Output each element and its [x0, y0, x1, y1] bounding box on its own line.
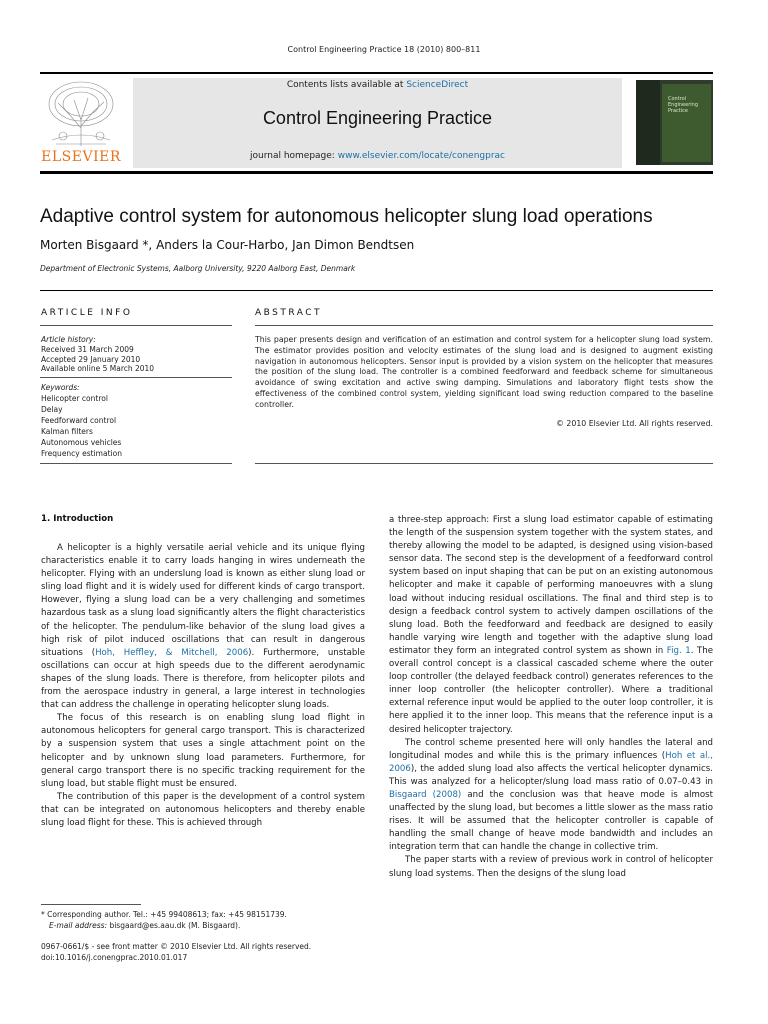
- author-affiliation: Department of Electronic Systems, Aalborg University, 9220 Aalborg East, Denmark: [40, 264, 356, 273]
- accepted-date: Accepted 29 January 2010: [41, 354, 141, 364]
- paragraph: [389, 737, 713, 855]
- paragraph: The contribution of this paper is the development of a control system that can be integrated on autonomous helicopters and thereby enable slung load flight for these. This is achieved through: [41, 791, 365, 828]
- keywords-list: [41, 382, 231, 459]
- front-matter: [41, 941, 441, 963]
- history-label: Article history:: [41, 335, 96, 344]
- email-value: bisgaard@es.aau.dk (M. Bisgaard).: [107, 921, 241, 930]
- issn-line: 0967-0661/$ - see front matter © 2010 Elsevier Ltd. All rights reserved.: [41, 942, 312, 951]
- history-divider: [40, 377, 232, 378]
- footnote-rule: [41, 904, 141, 905]
- abstract-heading: ABSTRACT: [255, 308, 323, 318]
- received-date: Received 31 March 2009: [41, 344, 134, 354]
- figure-link[interactable]: Fig. 1: [666, 645, 691, 656]
- abstract-bottom-rule: [255, 463, 713, 464]
- online-date: Available online 5 March 2010: [41, 364, 155, 374]
- cover-text: Control Engineering Practice: [668, 96, 698, 114]
- section-heading-introduction: 1. Introduction: [41, 514, 114, 524]
- publisher-name: ELSEVIER: [41, 149, 121, 165]
- keyword-item: Autonomous vehicles: [41, 438, 122, 447]
- journal-cover-thumbnail: [636, 80, 713, 165]
- journal-reference: Control Engineering Practice 18 (2010) 800–811: [287, 45, 481, 54]
- keyword-item: Frequency estimation: [41, 449, 122, 458]
- keyword-item: Delay: [41, 405, 63, 414]
- footnote: [41, 909, 365, 931]
- abstract-copyright: © 2010 Elsevier Ltd. All rights reserved.: [556, 419, 713, 428]
- keyword-item: Helicopter control: [41, 394, 108, 403]
- cover-stripe: [636, 80, 660, 165]
- paragraph: The paper starts with a review of previous work in control of helicopter slung load systems. Then the designs of the slung load: [389, 855, 713, 879]
- abstract-rule: [255, 325, 713, 326]
- email-label: E-mail address:: [49, 921, 108, 930]
- text-run: A helicopter is a highly versatile aerial vehicle and its unique flying characteristics enable it to carry loads hanging in wires underneath the helicopter. Flying with an underslung load is known as either slung load or sling load flight and it is widely used for different kinds of cargo transport. However, flying a slung load can be a very challenging and sometimes hazardous task as a slung load significantly alters the flight characteristics of the helicopter. The pendulum-like behavior of the slung load gives a high risk of pilot induced oscillations that can result in dangerous situations (: [41, 543, 365, 658]
- journal-title: Control Engineering Practice: [262, 108, 493, 128]
- title-divider: [40, 290, 713, 291]
- article-history: [41, 335, 231, 374]
- article-title: Adaptive control system for autonomous helicopter slung load operations: [40, 206, 653, 227]
- article-info-bottom-rule: [40, 463, 232, 464]
- citation-link[interactable]: Bisgaard (2008): [389, 789, 462, 800]
- corresponding-author: * Corresponding author. Tel.: +45 99408613; fax: +45 98151739.: [41, 910, 287, 919]
- text-run: . The overall control concept is a classical cascaded scheme where the outer loop controller (the delayed feedback control) generates references to the inner loop controller (the helicopter controller). Where a traditional external reference input would be applied to the outer loop controller, it is here applied it to the inner loop. This means that the reference input is a desired helicopter trajectory.: [389, 645, 713, 735]
- keyword-item: Kalman filters: [41, 427, 93, 436]
- homepage-prefix: journal homepage:: [249, 151, 338, 161]
- doi-line: doi:10.1016/j.conengprac.2010.01.017: [41, 953, 188, 962]
- masthead-bottom-rule: [40, 171, 713, 174]
- homepage-link[interactable]: www.elsevier.com/locate/conengprac: [337, 151, 506, 161]
- paragraph: [41, 542, 365, 712]
- masthead-top-rule: [40, 72, 713, 74]
- text-run: and the conclusion was that heave mode is almost unaffected by the slung load, but becomes a little slower as the mass ratio rises. It will be assumed that the helicopter controller is capable of handling the small change of heave mode bandwidth and includes an integration term that can handle the change in collective trim.: [389, 789, 713, 853]
- journal-homepage: [133, 151, 622, 161]
- citation-link[interactable]: Hoh, Heffley, & Mitchell, 2006: [95, 647, 249, 658]
- text-run: The control scheme presented here will only handles the lateral and longitudinal modes and while this is the primary influences (: [389, 737, 713, 761]
- article-info-rule: [40, 325, 232, 326]
- text-run: a three-step approach: First a slung load estimator capable of estimating the length of the suspension system together with the system states, and thereby allowing the model to be adapted, is designed using vision-based sensor data. The second step is the development of a feedforward control system based on input shaping that can be put on an existing autonomous helicopter and make it capable of performing manoeuvres with a slung load without inducing residual oscillations. The final and third step is to design a feedback control system to actively dampen oscillations of the slung load. Both the feedforward and feedback are designed to easily handle varying wire length and together with the adaptive slung load estimator they form an integrated control system as shown in: [389, 515, 713, 656]
- paragraph: The focus of this research is on enabling slung load flight in autonomous helicopters for general cargo transport. This is characterized by a suspension system that uses a single attachment point on the helicopter and by unknown slung load parameters. Furthermore, for general cargo transport there is no specific tracking requirement for the slung load, but stable flight must be ensured.: [41, 713, 365, 789]
- text-run: ), the added slung load also affects the vertical helicopter dynamics. This was analyzed for a helicopter/slung load mass ratio of 0.07–0.43 in: [389, 763, 713, 787]
- article-authors: Morten Bisgaard *, Anders la Cour-Harbo, Jan Dimon Bendtsen: [40, 238, 415, 252]
- contents-prefix: Contents lists available at: [286, 80, 407, 90]
- citation-link[interactable]: Hoh et al., 2006: [389, 750, 714, 774]
- keyword-item: Feedforward control: [41, 416, 117, 425]
- contents-line: [133, 80, 622, 90]
- keywords-label: Keywords:: [41, 383, 80, 392]
- right-column: [389, 514, 713, 881]
- abstract-text: This paper presents design and verification of an estimation and control system for a helicopter slung load system. The estimator provides position and velocity estimates of the slung load and is designed to augment existing navigation in autonomous helicopters. Sensor input is provided by a vision system on the helicopter that measures the position of the slung load. The controller is a combined feedforward and feedback scheme for simultaneous avoidance of swing excitation and active swing damping. Simulations and laboratory flight tests show the effectiveness of the combined control system, yielding significant load swing reduction compared to the baseline controller.: [255, 335, 713, 409]
- left-column: [41, 542, 365, 830]
- article-info-heading: ARTICLE INFO: [41, 308, 133, 318]
- email-line: [41, 920, 365, 931]
- text-run: ). Furthermore, unstable oscillations can occur at high speeds due to the different aerodynamic shapes of the slung loads. There is therefore, from helicopter pilots and from the aerospace industry in general, a large interest in technologies that can address the challenge in operating helicopter slung loads.: [41, 647, 365, 711]
- paragraph: [389, 514, 713, 737]
- sciencedirect-link[interactable]: ScienceDirect: [406, 80, 469, 90]
